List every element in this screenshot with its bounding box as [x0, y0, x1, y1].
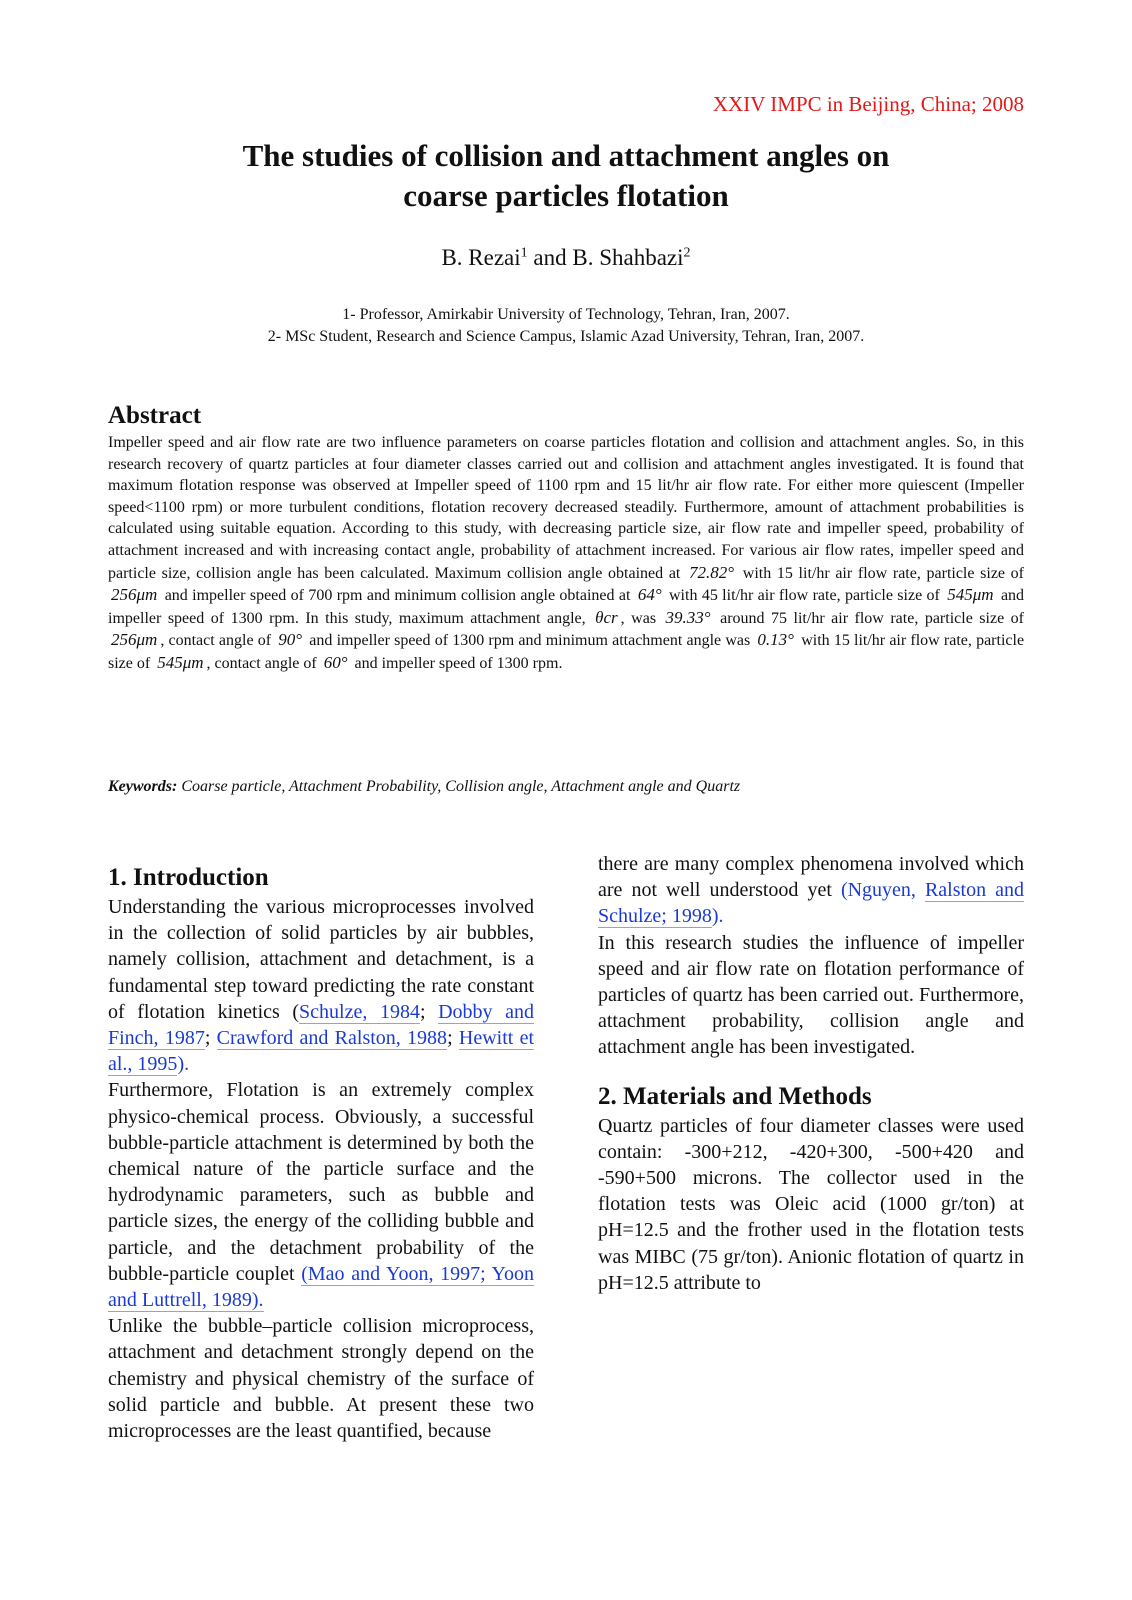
separator: ;: [447, 1027, 459, 1050]
authors-and: and: [527, 245, 573, 270]
abstract-text: , was: [620, 609, 657, 627]
math-value: 256μm: [111, 630, 158, 650]
affiliation-2: 2- MSc Student, Research and Science Campus, Islamic Azad University, Tehran, Iran, 2007.: [267, 328, 865, 345]
separator: ;: [204, 1027, 217, 1050]
authors: [0, 245, 1132, 271]
abstract-text: and impeller speed of 1300 rpm.: [354, 654, 563, 672]
math-value: 60°: [323, 652, 348, 672]
title-line-1: The studies of collision and attachment angles on: [242, 138, 890, 173]
section-heading-methods: 2. Materials and Methods: [598, 1082, 872, 1110]
citation-link[interactable]: 1998: [671, 905, 712, 928]
keywords-text: Coarse particle, Attachment Probability, Collision angle, Attachment angle and Quartz: [177, 778, 741, 795]
abstract-text: with 45 lit/hr air flow rate, particle size of: [669, 587, 940, 605]
paragraph-text: Furthermore, Flotation is an extremely complex physico-chemical process. Obviously, a successful bubble-particle attachment is determined by both the chemical nature of the particle surface and the hydrodynamic parameters, such as bubble and particle sizes, the energy of the colliding bubble and particle, and the detachment probability of the bubble-particle couplet: [108, 1079, 534, 1285]
abstract-text: , contact angle of: [160, 632, 272, 650]
paragraph: [108, 1313, 534, 1444]
abstract-text: Impeller speed and air flow rate are two influence parameters on coarse particles flotation and collision and attachment angles. So, in this research recovery of quartz particles at four diameter classes carried out and collision and attachment angles investigated. It is found that maximum flotation response was observed at Impeller speed of 1100 rpm and 15 lit/hr air flow rate. For either more quiescent (Impeller speed<1100 rpm) or more turbulent conditions, flotation recovery decreased steadily. Furthermore, amount of attachment probabilities is calculated using suitable equation. According to this study, with decreasing particle size, air flow rate and impeller speed, probability of attachment increased and with increasing contact angle, probability of attachment increased. For various air flow rates, impeller speed and particle size, collision angle has been calculated. Maximum collision angle obtained at: [108, 434, 1024, 582]
abstract-text: around 75 lit/hr air flow rate, particle size of: [720, 609, 1024, 627]
author-1: B. Rezai: [441, 245, 521, 270]
paragraph: [108, 894, 534, 1077]
math-value: 90°: [278, 630, 303, 650]
citation-link[interactable]: Hewitt et al., 1995: [108, 1027, 535, 1076]
math-value: 256μm: [111, 585, 158, 605]
abstract-text: with 15 lit/hr air flow rate, particle size of: [108, 632, 1025, 672]
paragraph-text: there are many complex phenomena involved which are not well understood yet: [598, 853, 1024, 902]
abstract-heading: Abstract: [108, 402, 202, 429]
author-1-affil: 1: [520, 245, 528, 261]
paragraph-continued: [598, 851, 1024, 930]
author-2: B. Shahbazi: [572, 245, 684, 270]
citation-link[interactable]: Ralston and Schulze;: [598, 879, 1025, 928]
paragraph: [108, 1077, 534, 1313]
math-value: 545μm: [947, 585, 994, 605]
conference-header: XXIV IMPC in Beijing, China; 2008: [712, 92, 1024, 116]
theta-symbol: θcr: [595, 607, 618, 627]
keywords: [108, 778, 740, 796]
paragraph: In this research studies the influence of impeller speed and air flow rate on flotation performance of particles of quartz has been carried out. Furthermore, attachment probability, collision angle and attachment angle has been investigated.: [598, 931, 1024, 1059]
math-value: 545μm: [157, 652, 204, 672]
paper-title: [0, 136, 1132, 216]
citation-text: ).: [711, 905, 724, 928]
math-value: 39.33°: [665, 607, 711, 627]
title-line-2: coarse particles flotation: [403, 178, 729, 213]
citation-link[interactable]: (Mao and Yoon, 1997; Yoon and Luttrell, 1989).: [108, 1262, 535, 1312]
section-gap: [598, 1061, 1024, 1081]
paragraph-text: Understanding the various microprocesses involved in the collection of solid particles by air bubbles, namely collision, attachment and detachment, is a fundamental step toward predicting the rate constant of flotation kinetics (: [108, 896, 534, 1023]
affiliations: [0, 304, 1132, 348]
section-heading-introduction: 1. Introduction: [108, 864, 269, 891]
paragraph-text: ).: [177, 1053, 190, 1076]
separator: ;: [419, 1000, 439, 1023]
math-value: 64°: [637, 585, 662, 605]
affiliation-1: 1- Professor, Amirkabir University of Technology, Tehran, Iran, 2007.: [342, 306, 790, 323]
left-column: [108, 862, 534, 1444]
abstract-text: , contact angle of: [206, 654, 317, 672]
abstract-text: and impeller speed of 1300 rpm and minimum attachment angle was: [309, 632, 751, 650]
citation-link[interactable]: Schulze, 1984: [299, 1000, 420, 1023]
abstract-text: with 15 lit/hr air flow rate, particle size of: [742, 564, 1025, 582]
abstract-body: [108, 432, 1024, 675]
right-column: [598, 851, 1024, 1296]
citation-link[interactable]: Dobby and Finch, 1987: [108, 1000, 534, 1050]
author-2-affil: 2: [683, 245, 691, 261]
keywords-label: Keywords:: [108, 778, 178, 795]
citation-text: (Nguyen,: [840, 879, 925, 902]
math-value: 72.82°: [689, 562, 735, 582]
paragraph: Quartz particles of four diameter classes were used contain: -300+212, -420+300, -500+420 and -590+500 microns. The collector used in the flotation tests was Oleic acid (1000 gr/ton) at pH=12.5 and the frother used in the flotation tests was MIBC (75 gr/ton). Anionic flotation of quartz in pH=12.5 attribute to: [598, 1114, 1024, 1294]
abstract-text: and impeller speed of 1300 rpm. In this study, maximum attachment angle,: [108, 587, 1025, 627]
paragraph-text: Unlike the bubble–particle collision microprocess, attachment and detachment strongly depend on the chemistry and physical chemistry of the surface of solid particle and bubble. At present these two microprocesses are the least quantified, because: [108, 1315, 534, 1443]
math-value: 0.13°: [757, 630, 794, 650]
citation-link[interactable]: Crawford and Ralston, 1988: [216, 1027, 448, 1050]
abstract-text: and impeller speed of 700 rpm and minimum collision angle obtained at: [164, 587, 631, 605]
